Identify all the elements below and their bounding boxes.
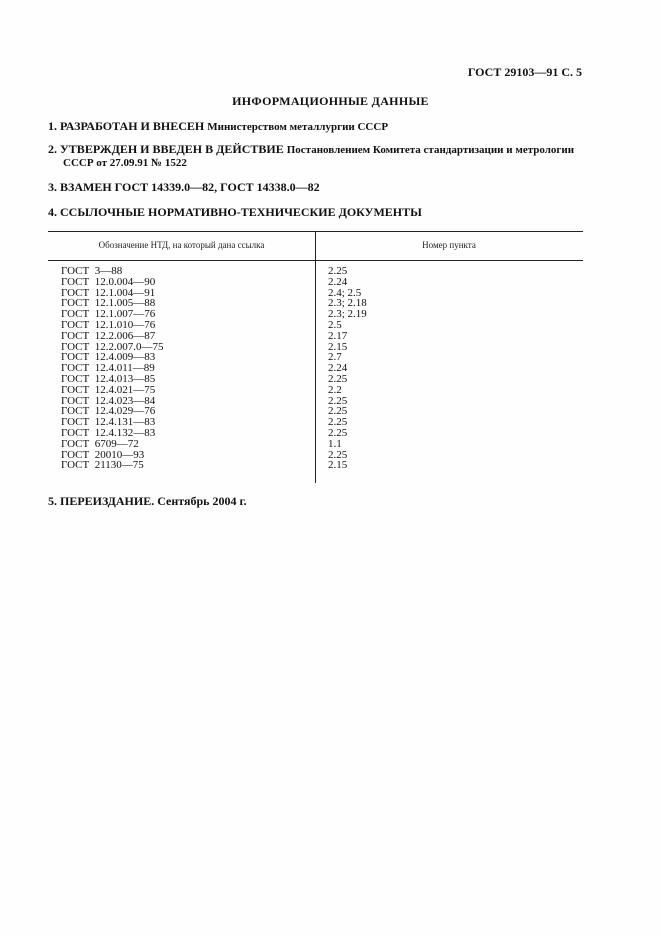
table-cell-document: ГОСТ 12.4.009—83 bbox=[61, 351, 156, 364]
table-header-clause: Номер пункта bbox=[422, 240, 476, 250]
table-cell-clause: 2.25 bbox=[328, 405, 348, 418]
item-5-text: Сентябрь 2004 г. bbox=[157, 494, 247, 508]
item-2-head: УТВЕРЖДЕН И ВВЕДЕН В ДЕЙСТВИЕ bbox=[60, 142, 284, 156]
table-cell-clause: 2.7 bbox=[328, 351, 342, 364]
table-cell-document: ГОСТ 12.0.004—90 bbox=[61, 275, 156, 288]
item-5-num: 5. bbox=[48, 494, 57, 508]
table-cell-document: ГОСТ 12.1.007—76 bbox=[61, 308, 156, 321]
table-cell-document: ГОСТ 12.4.011—89 bbox=[61, 362, 155, 375]
item-2-text-cont: СССР от 27.09.91 № 1522 bbox=[63, 157, 187, 169]
item-2-text: Постановлением Комитета стандартизации и метрологии bbox=[286, 144, 575, 156]
item-2 bbox=[48, 143, 588, 170]
item-3 bbox=[48, 181, 588, 194]
item-1-head: РАЗРАБОТАН И ВНЕСЕН bbox=[60, 119, 205, 133]
table-cell-document: ГОСТ 12.1.010—76 bbox=[61, 318, 156, 331]
table-cell-clause: 2.25 bbox=[328, 416, 348, 429]
table-cell-document: ГОСТ 6709—72 bbox=[61, 437, 139, 450]
table-cell-clause: 2.2 bbox=[328, 383, 342, 396]
table-column-divider bbox=[315, 231, 316, 483]
table-cell-clause: 2.15 bbox=[328, 459, 348, 472]
table-cell-clause: 2.25 bbox=[328, 372, 348, 385]
page-header-ref: ГОСТ 29103—91 С. 5 bbox=[467, 65, 582, 79]
table-cell-document: ГОСТ 12.4.131—83 bbox=[61, 416, 156, 429]
table-cell-document: ГОСТ 3—88 bbox=[61, 265, 123, 277]
item-2-num: 2. bbox=[48, 142, 57, 156]
references-table bbox=[48, 231, 583, 483]
table-cell-clause: 2.5 bbox=[328, 318, 342, 331]
table-cell-document: ГОСТ 12.2.007.0—75 bbox=[61, 340, 164, 353]
table-cell-clause: 2.3; 2.18 bbox=[328, 297, 367, 310]
table-cell-clause: 2.25 bbox=[328, 426, 348, 439]
table-cell-clause: 2.17 bbox=[328, 329, 348, 342]
item-1 bbox=[48, 120, 588, 134]
table-cell-clause: 2.25 bbox=[328, 265, 348, 277]
table-cell-document: ГОСТ 12.2.006—87 bbox=[61, 329, 156, 342]
table-cell-clause: 2.15 bbox=[328, 340, 348, 353]
table-cell-clause: 2.4; 2.5 bbox=[328, 286, 362, 299]
table-cell-clause: 2.24 bbox=[328, 275, 348, 288]
item-5-head: ПЕРЕИЗДАНИЕ. bbox=[60, 494, 155, 508]
table-cell-clause: 2.24 bbox=[328, 362, 348, 375]
item-3-num: 3. bbox=[48, 180, 57, 194]
item-1-num: 1. bbox=[48, 119, 57, 133]
item-4-head: ССЫЛОЧНЫЕ НОРМАТИВНО-ТЕХНИЧЕСКИЕ ДОКУМЕНТЫ bbox=[60, 205, 422, 219]
item-1-text: Министерством металлургии СССР bbox=[207, 121, 389, 133]
section-title: ИНФОРМАЦИОННЫЕ ДАННЫЕ bbox=[232, 94, 429, 108]
table-column-clauses bbox=[328, 266, 367, 471]
table-cell-document: ГОСТ 21130—75 bbox=[61, 459, 144, 472]
table-cell-document: ГОСТ 12.1.004—91 bbox=[61, 286, 156, 299]
item-5 bbox=[48, 495, 588, 508]
table-cell-clause: 2.3; 2.19 bbox=[328, 308, 367, 321]
table-cell-document: ГОСТ 12.4.013—85 bbox=[61, 372, 156, 385]
table-cell-document: ГОСТ 12.4.023—84 bbox=[61, 394, 156, 407]
item-3-head: ВЗАМЕН ГОСТ 14339.0—82, ГОСТ 14338.0—82 bbox=[60, 180, 320, 194]
table-cell-document: ГОСТ 12.4.132—83 bbox=[61, 426, 156, 439]
table-cell-document: ГОСТ 12.4.029—76 bbox=[61, 405, 156, 418]
item-4 bbox=[48, 206, 588, 219]
table-cell-document: ГОСТ 12.4.021—75 bbox=[61, 383, 156, 396]
table-cell-document: ГОСТ 20010—93 bbox=[61, 448, 145, 461]
table-column-documents bbox=[61, 266, 163, 471]
table-cell-clause: 2.25 bbox=[328, 448, 348, 461]
table-cell-clause: 2.25 bbox=[328, 394, 348, 407]
item-4-num: 4. bbox=[48, 205, 57, 219]
table-header-document: Обозначение НТД, на который дана ссылка bbox=[98, 240, 265, 250]
table-cell-document: ГОСТ 12.1.005—88 bbox=[61, 297, 156, 310]
table-cell-clause: 1.1 bbox=[328, 437, 342, 450]
